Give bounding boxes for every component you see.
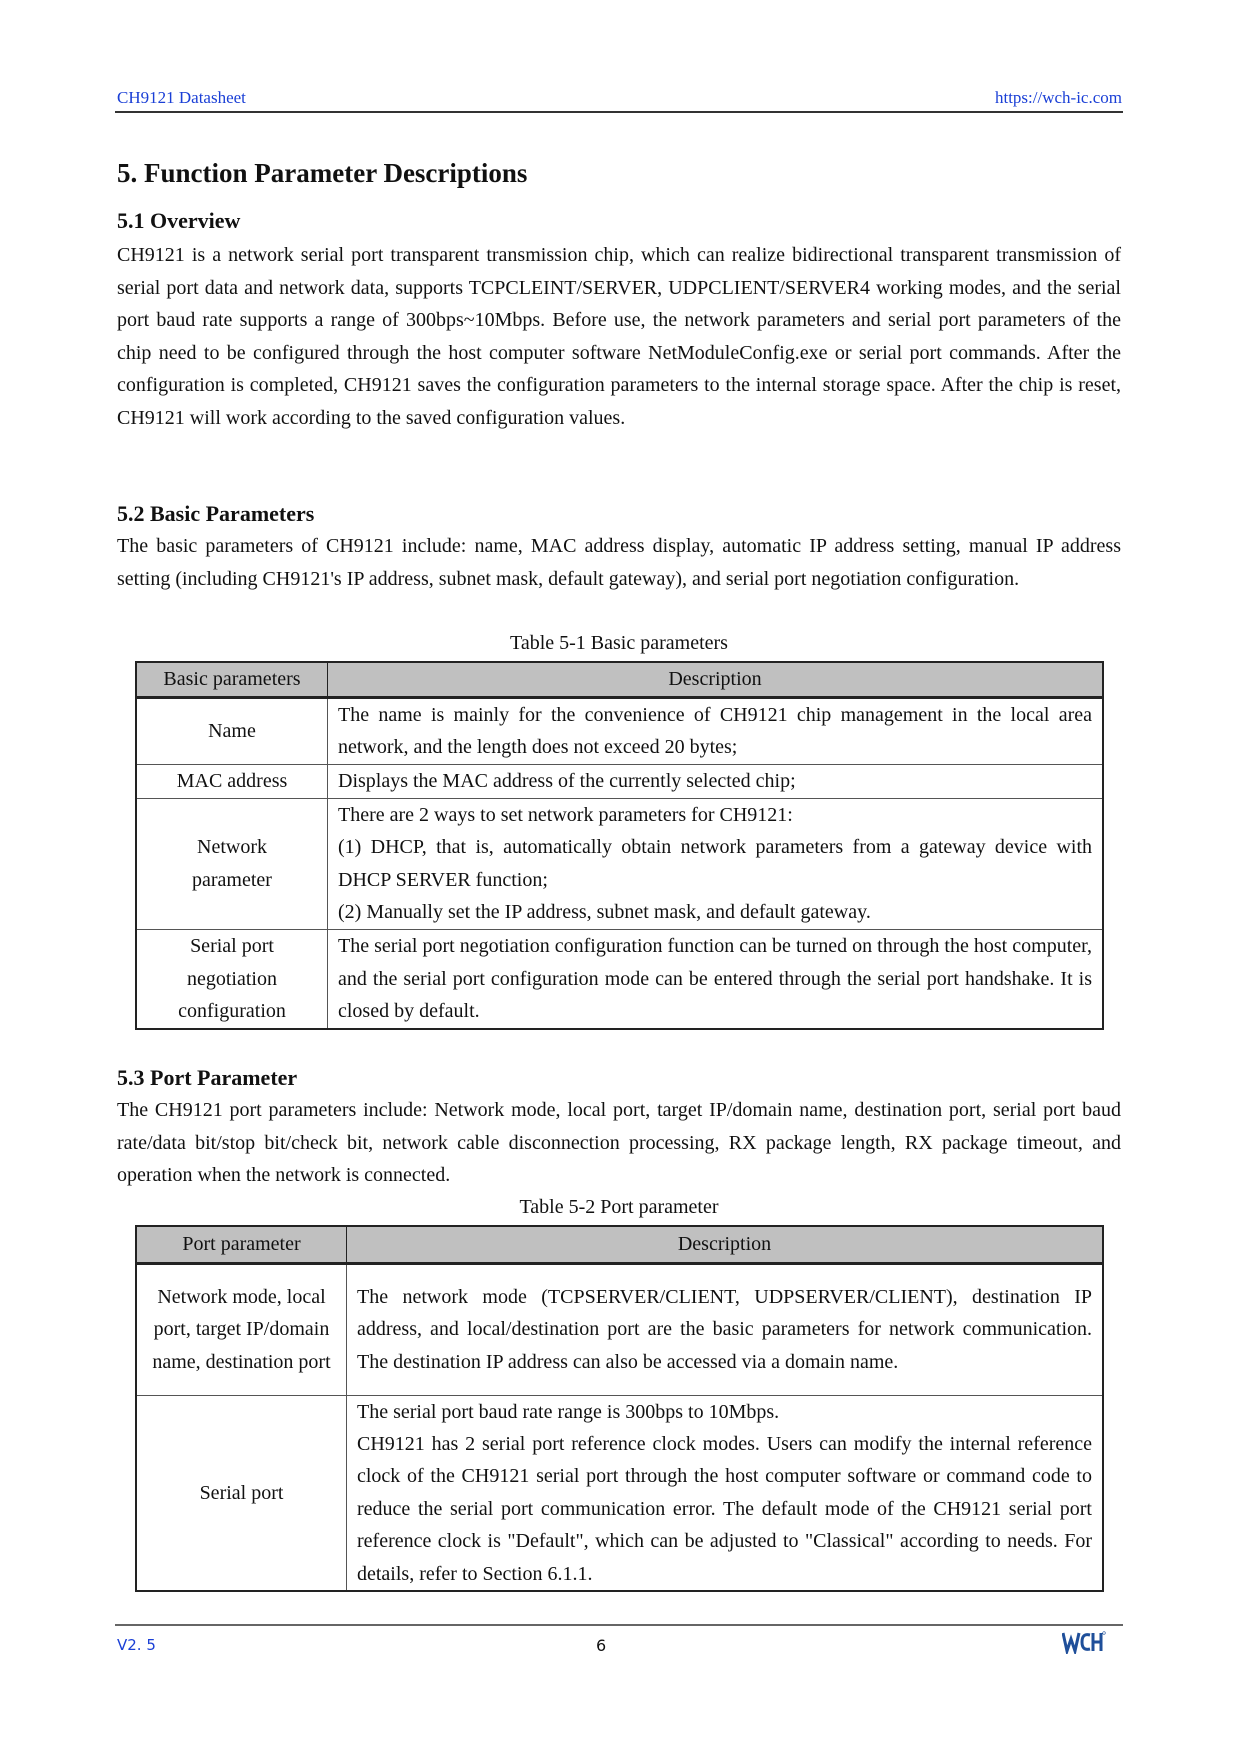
wch-logo xyxy=(1062,1630,1106,1654)
port-parameter-table xyxy=(135,1225,1104,1592)
heading-port-parameter: 5.3 Port Parameter xyxy=(117,1065,298,1090)
param-name: Serial port xyxy=(136,1395,347,1591)
page-number: 6 xyxy=(596,1636,607,1655)
table-row xyxy=(136,798,1103,929)
param-name: MAC address xyxy=(136,764,328,798)
table-row xyxy=(136,1263,1103,1395)
header-doc-title: CH9121 Datasheet xyxy=(117,88,246,107)
param-name: Network mode, local port, target IP/domain name, destination port xyxy=(136,1263,347,1395)
footer-version: V2. 5 xyxy=(117,1636,156,1654)
param-name: Network parameter xyxy=(136,798,328,929)
basic-parameters-paragraph: The basic parameters of CH9121 include: name, MAC address display, automatic IP address setting, manual IP address setting (including CH9121's IP address, subnet mask, default gateway), and serial port negotiation configuration. xyxy=(117,535,1121,590)
table-header-row xyxy=(136,1226,1103,1263)
description-line: (2) Manually set the IP address, subnet mask, and default gateway. xyxy=(338,900,871,923)
section-title: 5. Function Parameter Descriptions xyxy=(117,158,528,188)
param-description: The network mode (TCPSERVER/CLIENT, UDPSERVER/CLIENT), destination IP address, and local/destination port are the basic parameters for network communication. The destination IP address can also be accessed via a domain name. xyxy=(347,1263,1104,1395)
heading-overview: 5.1 Overview xyxy=(117,208,241,233)
footer-divider xyxy=(115,1624,1123,1626)
param-description: The name is mainly for the convenience of CH9121 chip management in the local area network, and the length does not exceed 20 bytes; xyxy=(328,697,1104,764)
table-5-1-caption: Table 5-1 Basic parameters xyxy=(510,632,728,654)
table-row xyxy=(136,929,1103,1029)
param-description: Displays the MAC address of the currently selected chip; xyxy=(328,764,1104,798)
table-row xyxy=(136,1395,1103,1591)
column-header: Basic parameters xyxy=(136,662,328,697)
param-description xyxy=(328,798,1104,929)
basic-parameters-table xyxy=(135,661,1104,1030)
description-line: CH9121 has 2 serial port reference clock modes. Users can modify the internal reference clock of the CH9121 serial port through the host computer software or command code to reduce the serial port communication error. The default mode of the CH9121 serial port reference clock is "Default", which can be adjusted to "Classical" according to needs. For details, refer to Section 6.1.1. xyxy=(357,1432,1092,1585)
param-description: The serial port negotiation configuration function can be turned on through the host computer, and the serial port configuration mode can be entered through the serial port handshake. It is closed by default. xyxy=(328,929,1104,1029)
description-line: The serial port baud rate range is 300bps to 10Mbps. xyxy=(357,1400,780,1423)
table-header-row xyxy=(136,662,1103,697)
overview-paragraph: CH9121 is a network serial port transparent transmission chip, which can realize bidirectional transparent transmission of serial port data and network data, supports TCPCLEINT/SERVER, UDPCLIENT/SERVER4 working modes, and the serial port baud rate supports a range of 300bps~10Mbps. Before use, the network parameters and serial port parameters of the chip need to be configured through the host computer software NetModuleConfig.exe or serial port commands. After the configuration is completed, CH9121 saves the configuration parameters to the internal storage space. After the chip is reset, CH9121 will work according to the saved configuration values. xyxy=(117,244,1121,429)
table-5-2-caption: Table 5-2 Port parameter xyxy=(519,1196,719,1218)
table-row xyxy=(136,764,1103,798)
param-description xyxy=(347,1395,1104,1591)
column-header: Description xyxy=(328,662,1104,697)
header-divider xyxy=(115,111,1123,113)
description-line: There are 2 ways to set network parameters for CH9121: xyxy=(338,803,793,826)
param-name: Name xyxy=(136,697,328,764)
table-row xyxy=(136,697,1103,764)
column-header: Description xyxy=(347,1226,1104,1263)
column-header: Port parameter xyxy=(136,1226,347,1263)
heading-basic-parameters: 5.2 Basic Parameters xyxy=(117,501,315,526)
header-url-link[interactable]: https://wch-ic.com xyxy=(994,88,1122,107)
param-name: Serial port negotiation configuration xyxy=(136,929,328,1029)
port-parameter-paragraph: The CH9121 port parameters include: Network mode, local port, target IP/domain name, destination port, serial port baud rate/data bit/stop bit/check bit, network cable disconnection processing, RX package length, RX package timeout, and operation when the network is connected. xyxy=(117,1099,1121,1187)
description-line: (1) DHCP, that is, automatically obtain network parameters from a gateway device with DHCP SERVER function; xyxy=(338,836,1092,891)
